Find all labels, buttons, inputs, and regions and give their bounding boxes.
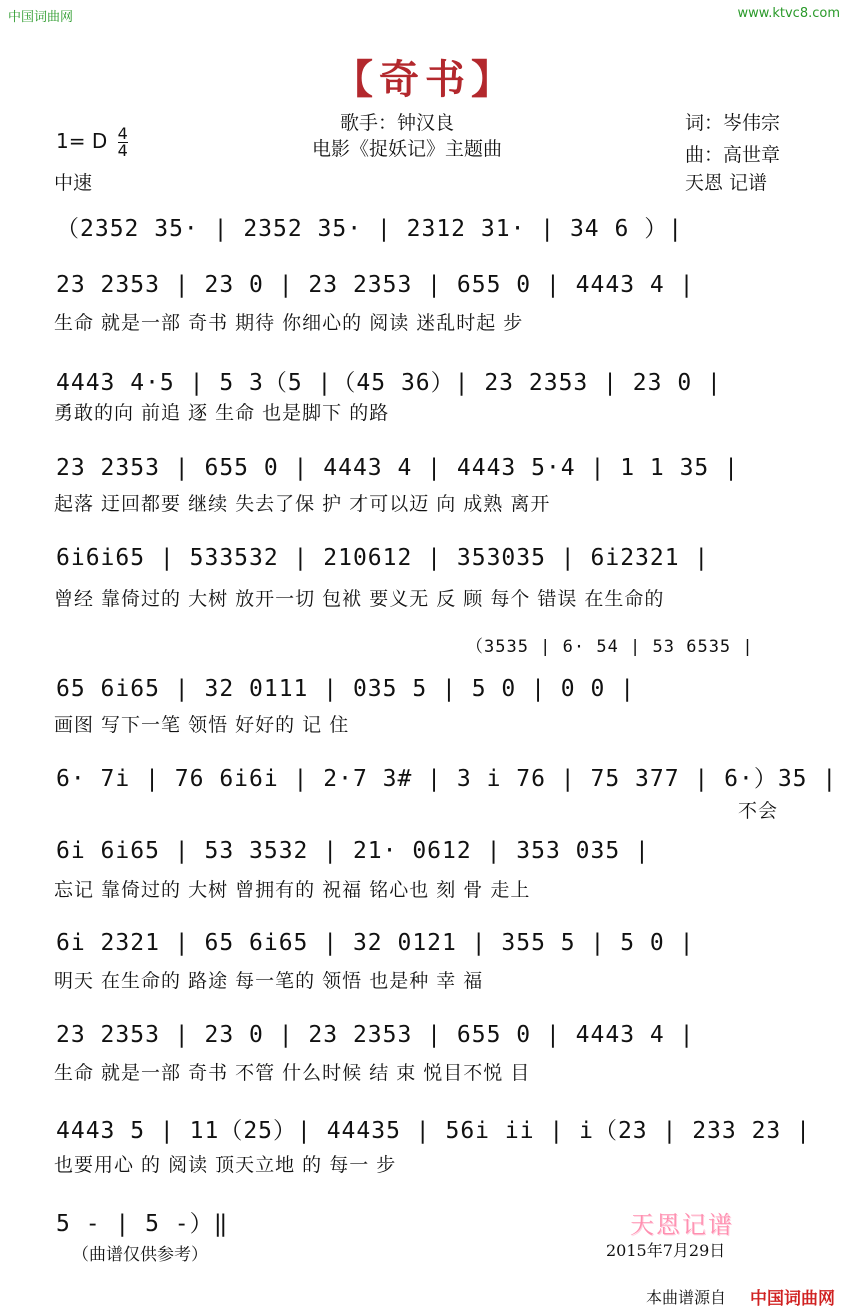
music-row-12: 5 - | 5 -）‖ [56,1211,229,1237]
source-site-link[interactable]: 中国词曲网 [750,1289,835,1309]
music-row-3: 4443 4·5 | 5 3（5 |（45 36）| 23 2353 | 23 0 | [56,370,722,396]
film-label: 电影《捉妖记》主题曲 [312,138,503,160]
key-text: 1= D [56,129,108,153]
lyricist-label: 词：岑伟宗 [685,112,781,134]
time-signature [118,126,128,159]
tempo-label: 中速 [54,172,93,194]
time-top: 4 [117,124,128,143]
transcriber-stamp: 天恩记谱 [630,1211,734,1239]
source-label: 本曲谱源自 [646,1288,727,1307]
lyric-row-9: 明天 在生命的 路途 每一笔的 领悟 也是种 幸 福 [54,970,484,992]
music-row-10: 23 2353 | 23 0 | 23 2353 | 655 0 | 4443 4 | [56,1022,695,1048]
music-row-8: 6i 6i65 | 53 3532 | 21· 0612 | 353 035 | [56,838,650,864]
site-url-right: www.ktvc8.com [737,6,840,21]
music-row-6-upper: （3535 | 6· 54 | 53 6535 | [466,637,754,657]
lyric-row-4: 起落 迂回都要 继续 失去了保 护 才可以迈 向 成熟 离开 [54,493,551,515]
transcriber-label: 天恩 记谱 [685,172,768,194]
lyric-row-6: 画图 写下一笔 领悟 好好的 记 住 [54,714,350,736]
disclaimer-note: （曲谱仅供参考） [72,1245,208,1265]
music-row-4: 23 2353 | 655 0 | 4443 4 | 4443 5·4 | 1 1 35 | [56,455,739,481]
singer-label: 歌手：钟汉良 [340,112,455,134]
lyric-row-8: 忘记 靠倚过的 大树 曾拥有的 祝福 铭心也 刻 骨 走上 [54,879,531,901]
music-row-9: 6i 2321 | 65 6i65 | 32 0121 | 355 5 | 5 0 | [56,930,695,956]
music-row-2: 23 2353 | 23 0 | 23 2353 | 655 0 | 4443 4 | [56,272,695,298]
lyric-row-11: 也要用心 的 阅读 顶天立地 的 每一 步 [54,1154,397,1176]
site-logo-left: 中国词曲网 [8,10,74,25]
transcribe-date: 2015年7月29日 [606,1241,726,1260]
lyric-row-3: 勇敢的向 前追 逐 生命 也是脚下 的路 [54,402,390,424]
lyric-row-7: 不会 [738,800,779,822]
music-row-1: （2352 35· | 2352 35· | 2312 31· | 34 6 ）| [56,216,684,242]
time-bottom: 4 [117,141,128,160]
music-row-11: 4443 5 | 11（25）| 44435 | 56i ii | i（23 | 233 23 | [56,1118,811,1144]
song-title: 【奇书】 [333,57,517,103]
lyric-row-10: 生命 就是一部 奇书 不管 什么时候 结 束 悦目不悦 目 [54,1062,531,1084]
music-row-5: 6i6i65 | 533532 | 210612 | 353035 | 6i2321 | [56,545,710,571]
composer-label: 曲：高世章 [685,144,781,166]
music-row-7: 6· 7i | 76 6i6i | 2·7 3# | 3 i 76 | 75 377 | 6·）35 | [56,766,838,792]
lyric-row-2: 生命 就是一部 奇书 期待 你细心的 阅读 迷乱时起 步 [54,312,524,334]
lyric-row-5: 曾经 靠倚过的 大树 放开一切 包袱 要义无 反 顾 每个 错误 在生命的 [54,588,665,610]
key-signature [56,126,128,159]
music-row-6: 65 6i65 | 32 0111 | 035 5 | 5 0 | 0 0 | [56,676,636,702]
